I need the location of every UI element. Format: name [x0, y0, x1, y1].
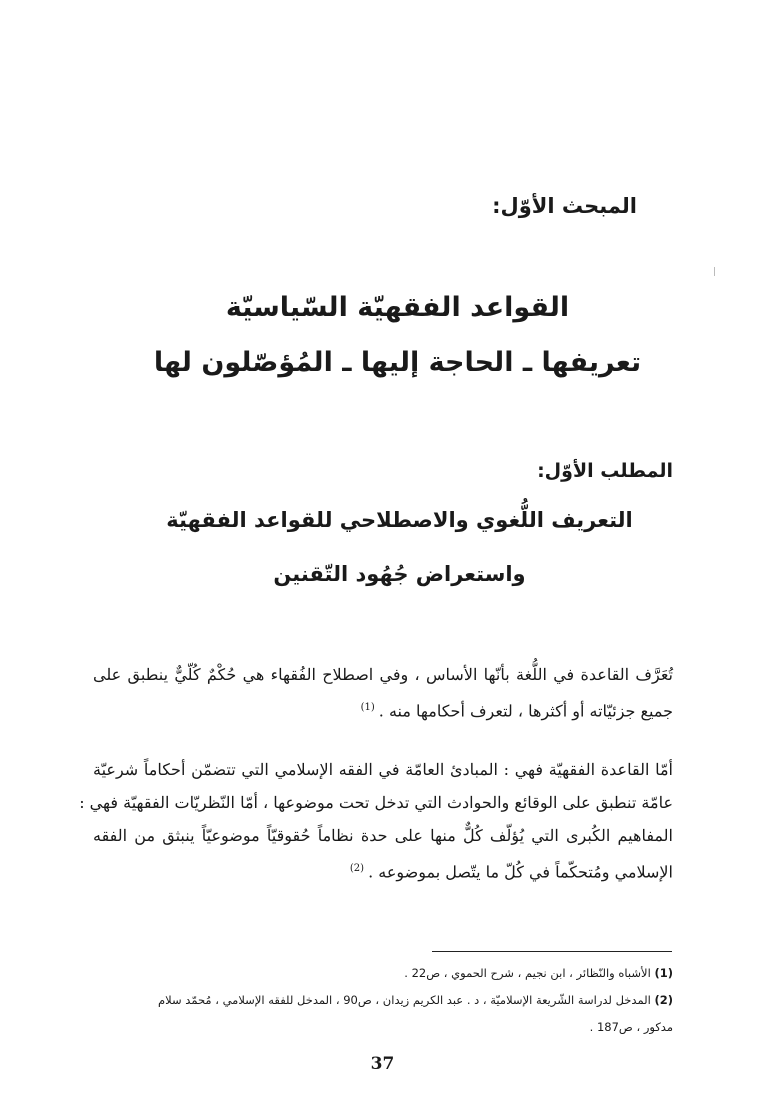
- paragraph-line-last: [93, 852, 673, 888]
- main-title-line-1: القواعد الفقهيّة السّياسيّة: [225, 292, 570, 323]
- paragraph-definition: [93, 658, 673, 727]
- footnote-1: [83, 960, 673, 987]
- paragraph-line-text: جميع جزئيّاته أو أكثرها ، لتعرف أحكامها منه .: [378, 701, 673, 721]
- footnote-number: (2): [654, 993, 673, 1007]
- paragraph-line: المفاهيم الكُبرى التي يُؤلّف كُلٌّ منها على حدة نظاماً حُقوقيّاً موضوعيّاً ينبثق من الفقه: [93, 826, 673, 845]
- paragraph-line-last: [93, 691, 673, 727]
- footnote-reference[interactable]: (2): [349, 863, 365, 874]
- main-title-line-2: تعريفها ـ الحاجة إليها ـ المُؤصّلون لها: [153, 347, 642, 378]
- footnote-2-continued: مدكور ، ص187 .: [589, 1020, 673, 1034]
- subsection-title-line-2: واستعراض جُهُود التّقنين: [273, 562, 526, 586]
- footnote-text: الأشباه والنّظائر ، ابن نجيم ، شرح الحموي ، ص22 .: [404, 966, 651, 980]
- footnote-text: المدخل لدراسة الشّريعة الإسلاميّة ، د . عبد الكريم زيدان ، ص90 ، المدخل للفقه الإسلامي ، مُحمّد سلام: [158, 993, 651, 1007]
- paragraph-line: تُعَرَّف القاعدة في اللُّغة بأنّها الأساس ، وفي اصطلاح الفُقهاء هي حُكْمٌ كُلّيٌّ ينطبق على: [93, 665, 673, 684]
- subsection-title-line-1: التعريف اللُّغوي والاصطلاحي للقواعد الفقهيّة: [166, 508, 633, 532]
- subsection-label: المطلب الأوّل:: [537, 460, 673, 482]
- section-label: المبحث الأوّل:: [492, 194, 637, 218]
- footnote-number: (1): [654, 966, 673, 980]
- scan-mark: [714, 267, 715, 276]
- paragraph-line: عامّة تنطبق على الوقائع والحوادث التي تدخل تحت موضوعها ، أمّا النّظريّات الفقهيّة فهي :: [79, 793, 673, 812]
- paragraph-rule-vs-theory: [79, 753, 673, 888]
- footnote-reference[interactable]: (1): [360, 702, 375, 713]
- paragraph-line: أمّا القاعدة الفقهيّة فهي : المبادئ العامّة في الفقه الإسلامي التي تتضمّن أحكاماً شرعيّة: [93, 760, 673, 779]
- footnote-2: [83, 987, 673, 1014]
- footnotes: [83, 960, 673, 1041]
- paragraph-line-text: الإسلامي ومُتحكّماً في كُلّ ما يتّصل بموضوعه .: [368, 862, 673, 882]
- footnote-divider: [432, 951, 672, 952]
- page-number: 37: [370, 1054, 395, 1074]
